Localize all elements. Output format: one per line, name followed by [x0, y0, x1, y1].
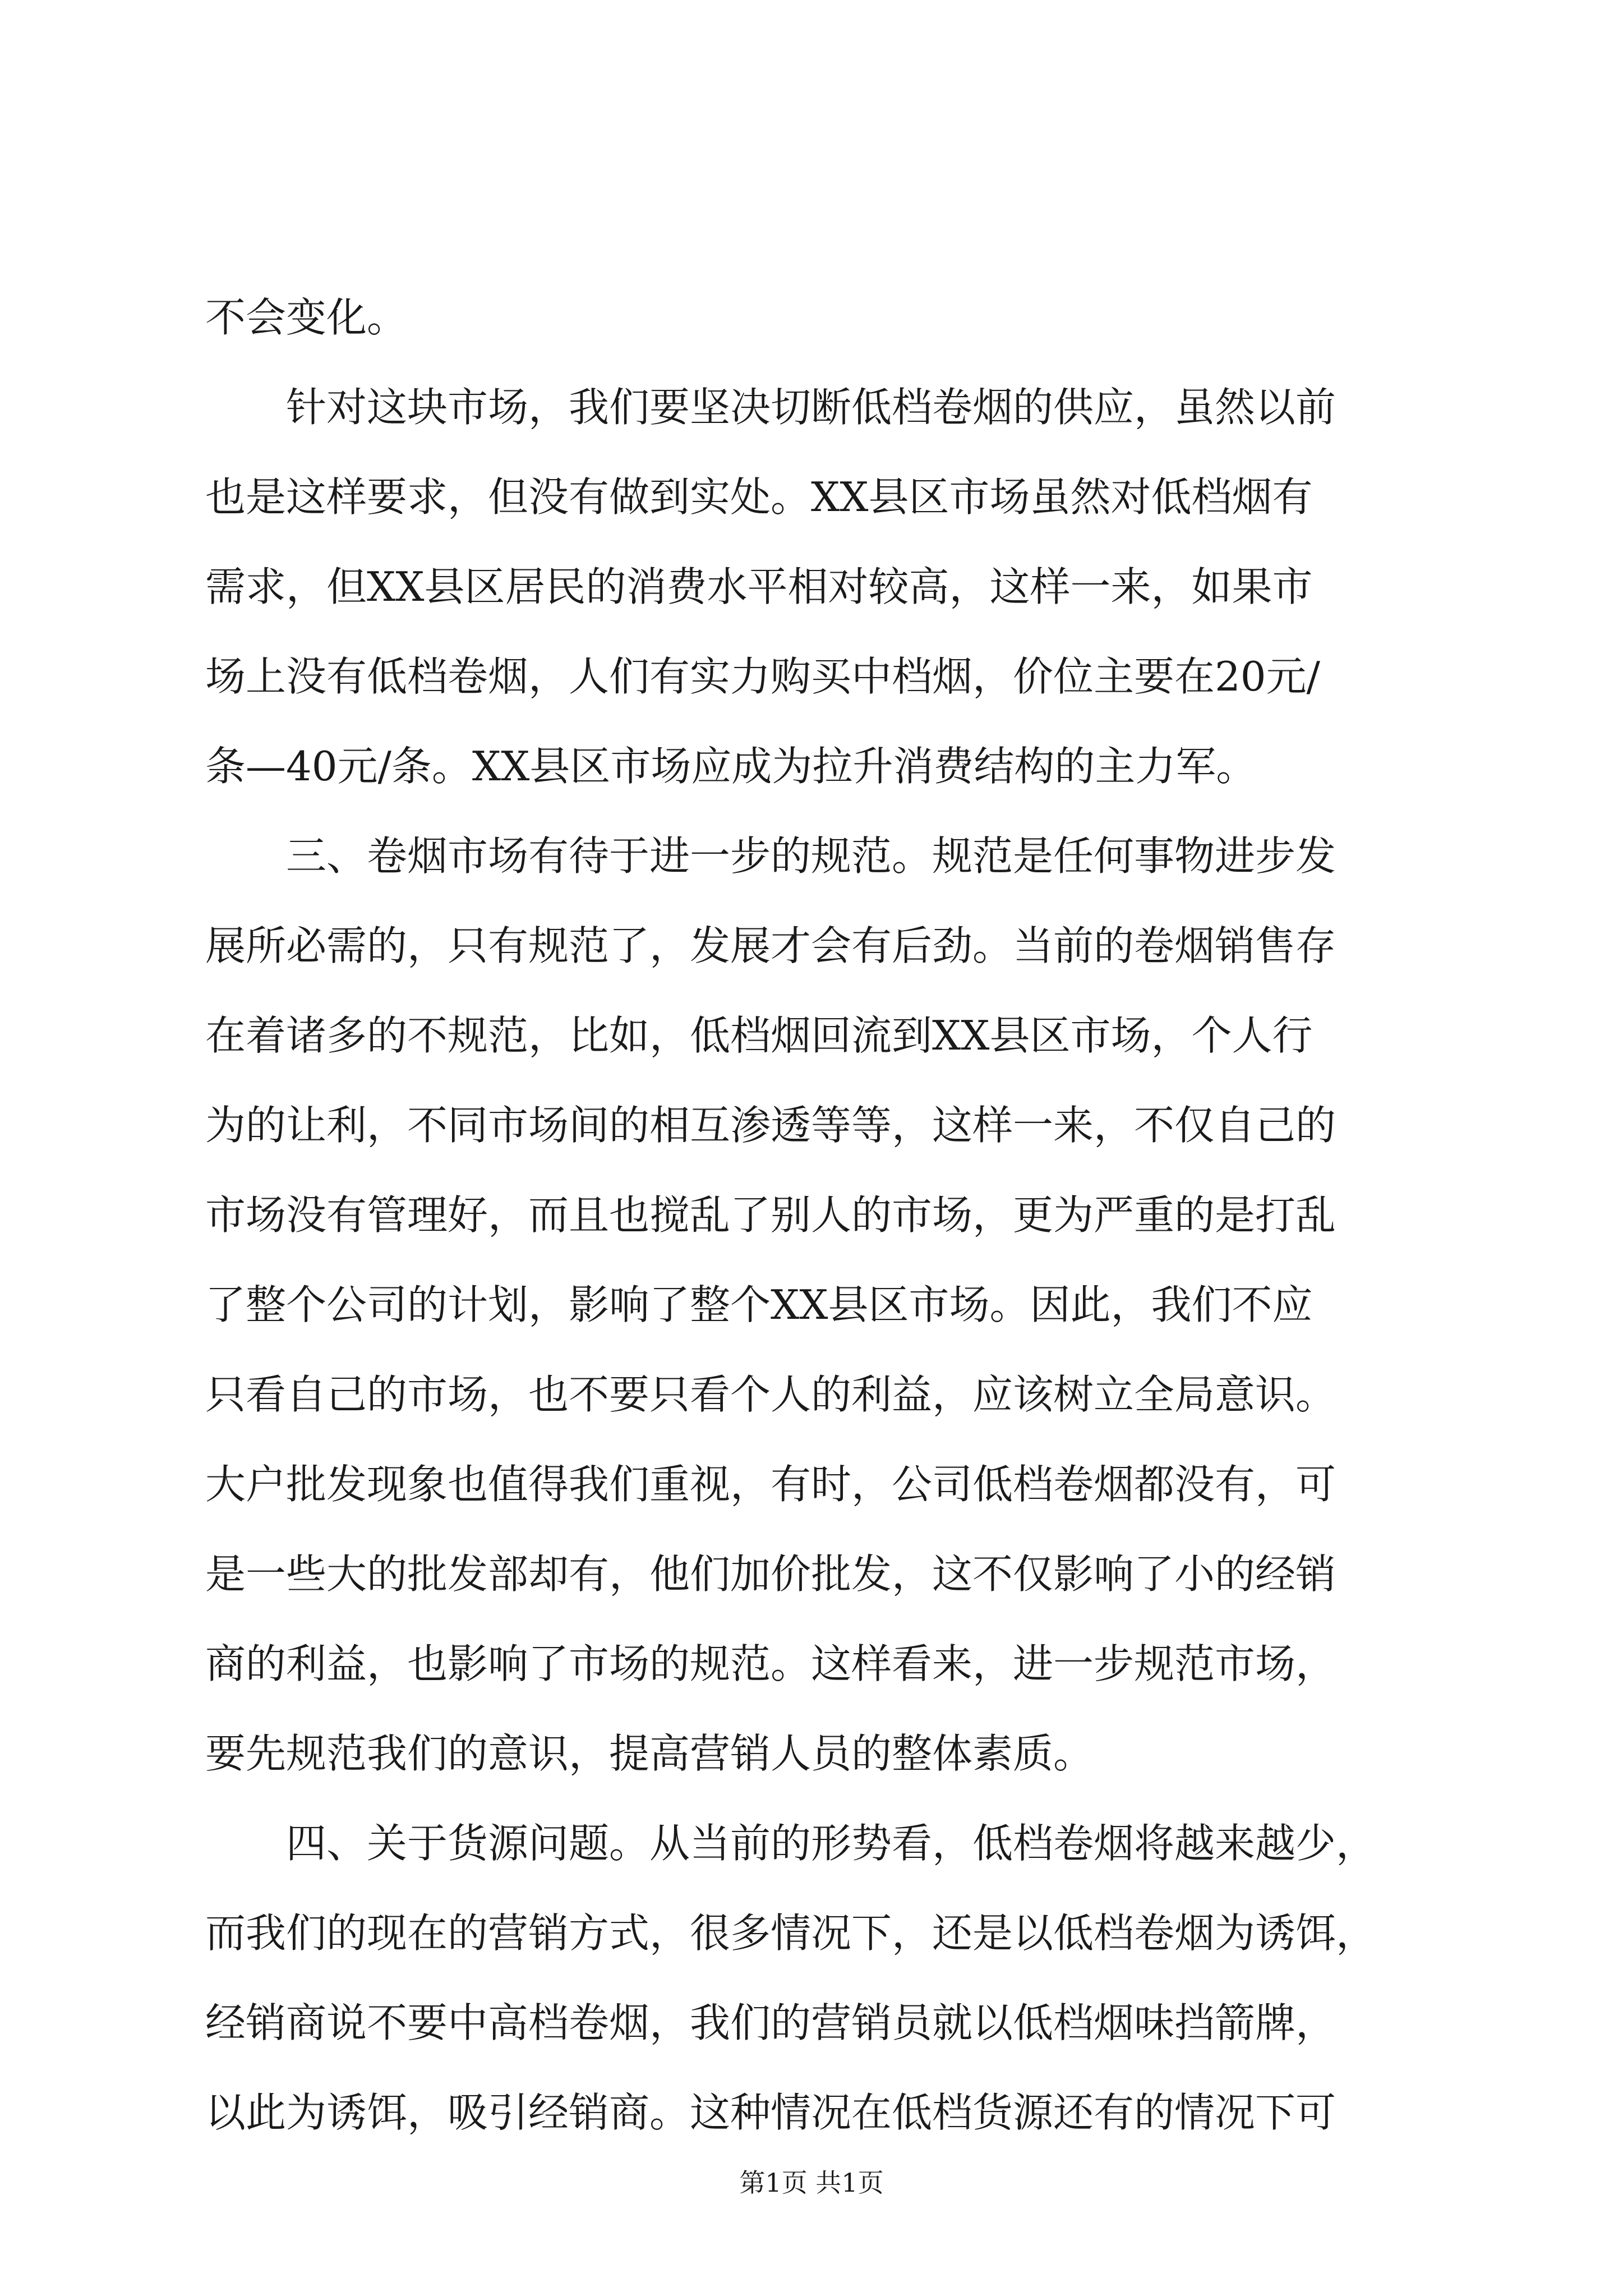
text-line: 是一些大的批发部却有，他们加价批发，这不仅影响了小的经销: [205, 1550, 1336, 1598]
text-line: 不会变化。: [205, 294, 408, 341]
text-line: 商的利益，也影响了市场的规范。这样看来，进一步规范市场，: [205, 1640, 1336, 1687]
text-line: 场上没有低档卷烟，人们有实力购买中档烟，价位主要在20元/: [205, 653, 1320, 700]
text-line: 展所必需的，只有规范了，发展才会有后劲。当前的卷烟销售存: [205, 922, 1336, 969]
text-line: 需求，但XX县区居民的消费水平相对较高，这样一来，如果市: [205, 563, 1313, 610]
text-line: 以此为诱饵，吸引经销商。这种情况在低档货源还有的情况下可: [205, 2089, 1336, 2136]
text-line: 四、关于货源问题。从当前的形势看，低档卷烟将越来越少，: [205, 1820, 1377, 1867]
text-line: 也是这样要求，但没有做到实处。XX县区市场虽然对低档烟有: [205, 473, 1313, 521]
text-line: 了整个公司的计划，影响了整个XX县区市场。因此，我们不应: [205, 1281, 1313, 1328]
text-line: 而我们的现在的营销方式，很多情况下，还是以低档卷烟为诱饵，: [205, 1910, 1377, 1957]
text-line: 针对这块市场，我们要坚决切断低档卷烟的供应，虽然以前: [205, 384, 1336, 431]
text-line: 经销商说不要中高档卷烟，我们的营销员就以低档烟味挡箭牌，: [205, 1999, 1336, 2046]
text-line: 三、卷烟市场有待于进一步的规范。规范是任何事物进步发: [205, 832, 1336, 880]
text-line: 为的让利，不同市场间的相互渗透等等，这样一来，不仅自己的: [205, 1102, 1336, 1149]
text-line: 在着诸多的不规范，比如，低档烟回流到XX县区市场，个人行: [205, 1012, 1313, 1059]
text-line: 条—40元/条。XX县区市场应成为拉升消费结构的主力军。: [205, 743, 1257, 790]
text-line: 只看自己的市场，也不要只看个人的利益，应该树立全局意识。: [205, 1371, 1336, 1418]
text-line: 要先规范我们的意识，提高营销人员的整体素质。: [205, 1730, 1094, 1777]
text-line: 大户批发现象也值得我们重视，有时，公司低档卷烟都没有，可: [205, 1461, 1336, 1508]
text-line: 市场没有管理好，而且也搅乱了别人的市场，更为严重的是打乱: [205, 1191, 1336, 1239]
page-number: 第1页 共1页: [739, 2168, 884, 2198]
